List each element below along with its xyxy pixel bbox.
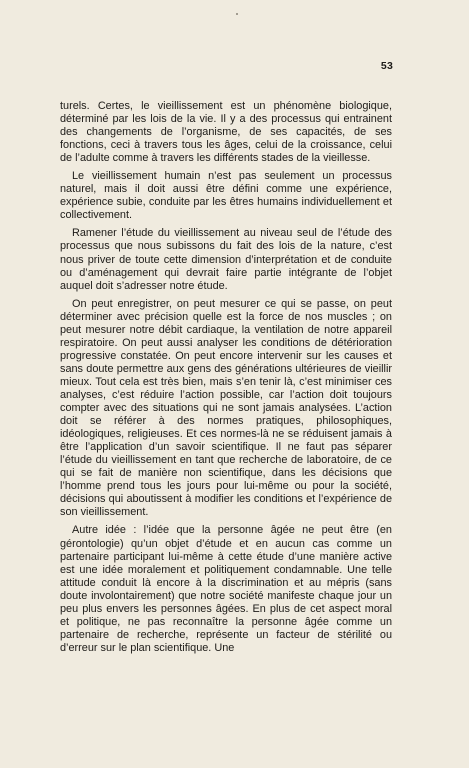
paragraph: On peut enregistrer, on peut mesurer ce qui se passe, on peut déterminer avec précision quelle est la force de nos muscles ; on peut mesurer notre débit cardiaque, la ventilation de notre appareil respiratoire. On peut aussi analyser les conditions de détérioration progressive constatée. On peut encore intervenir sur les causes et sans doute permettre aux gens des générations ultérieures de vieillir mieux. Tout cela est très bien, mais s’en tenir là, c’est minimiser ces analyses, c’est réduire l’action possible, car l’action doit toujours compter avec des situations qui ne sont jamais analysées. L’action doit se référer à des normes pratiques, philosophiques, idéologiques, religieuses. Et ces normes-là ne se réduisent jamais à être l’application d’un savoir scientifique. Il ne faut pas séparer l’étude du vieillissement en tant que recherche de laboratoire, de ce qui se fait de manière non scientifique, dans les décisions que l’homme prend tous les jours pour lui-même ou pour la société, décisions qui aboutissent à modifier les conditions et l’expérience de son vieillissement. [60,297,392,519]
body-text [60,100,392,660]
print-mark [236,13,238,15]
paragraph: Autre idée : l’idée que la personne âgée ne peut être (en gérontologie) qu’un objet d’étude et en aucun cas comme un partenaire participant lui-même à cette étude d’une manière active est une idée moralement et politiquement condamnable. Une telle attitude conduit là encore à la discrimination et au mépris (sans doute involontairement) que notre société manifeste chaque jour un peu plus envers les personnes âgées. En plus de cet aspect moral et politique, ne pas reconnaître la personne âgée comme un partenaire de recherche, représente un facteur de stérilité ou d’erreur sur le plan scientifique. Une [60,524,392,654]
paragraph: Ramener l’étude du vieillissement au niveau seul de l’étude des processus que nous subissons du fait des lois de la nature, c’est nous priver de toute cette dimension d’interprétation et de conduite ou d’aménagement qui devrait faire partie intégrante de l’objet auquel doit s’adresser notre étude. [60,227,392,292]
paragraph: Le vieillissement humain n’est pas seulement un processus naturel, mais il doit aussi être défini comme une expérience, expérience subie, conduite par les êtres humains individuellement et collectivement. [60,170,392,222]
page-number: 53 [380,60,393,72]
paragraph-continuation: turels. Certes, le vieillissement est un phénomène biologique, déterminé par les lois de la vie. Il y a des processus qui entrainent des changements de l’organisme, de ses capacités, de ses fonctions, ceci à travers tous les âges, celui de la croissance, celui de l’adulte comme à travers les différents stades de la vieillesse. [60,100,392,165]
